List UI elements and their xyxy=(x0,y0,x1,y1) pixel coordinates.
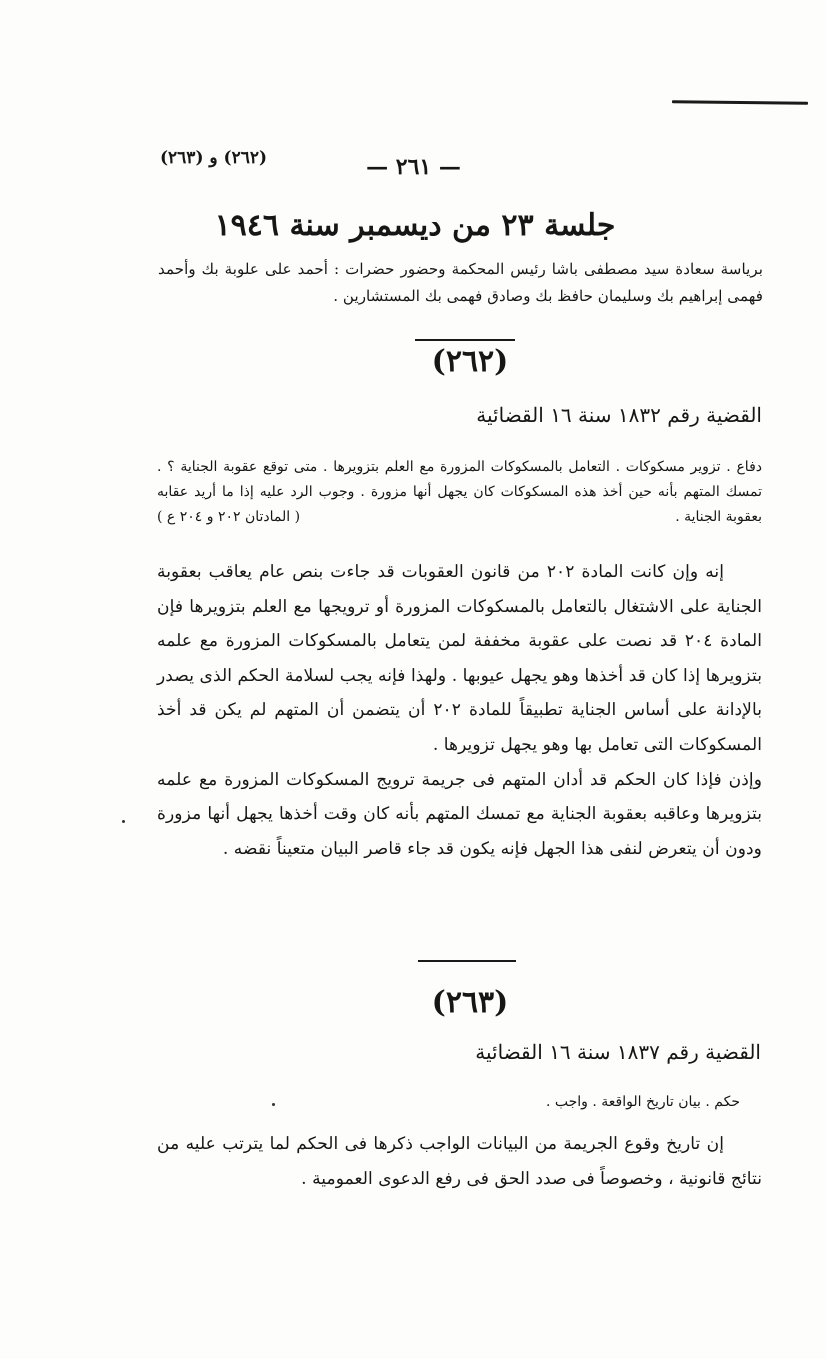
margin-speck xyxy=(272,1103,275,1106)
case-262-number: (٢٦٢) xyxy=(431,344,509,379)
presidency-paragraph: برياسة سعادة سيد مصطفى باشا رئيس المحكمة وحضور حضرات : أحمد على علوبة بك وأحمد فهمى إبراهيم بك وسليمان حافظ بك وصادق فهمى بك المستشارين . xyxy=(158,260,763,305)
page-number: — ٢٦١ — xyxy=(366,154,461,180)
case-262-headnote-text: دفاع . تزوير مسكوكات . التعامل بالمسكوكات المزورة مع العلم بتزويرها . متى توقع عقوبة الجناية ؟ . تمسك المتهم بأنه حين أخذ هذه المسكوكات كان يجهل أنها مزورة . وجوب الرد عليه إذا ما أريد عقابه بعقوبة الجناية . xyxy=(157,459,763,525)
case-263-paragraph-1: إن تاريخ وقوع الجريمة من البيانات الواجب ذكرها فى الحكم لما يترتب عليه من نتائج قانونية ، وخصوصاً فى صدد الحق فى رفع الدعوى العمومية . xyxy=(157,1134,762,1189)
section-divider xyxy=(418,960,516,962)
session-title: جلسة ٢٣ من ديسمبر سنة ١٩٤٦ xyxy=(214,208,616,243)
running-case-reference: (٢٦٢) و (٢٦٣) xyxy=(160,148,268,168)
case-262-paragraph-2: وإذن فإذا كان الحكم قد أدان المتهم فى جريمة ترويج المسكوكات المزورة مع علمه بتزويرها وعاقبه بعقوبة الجناية مع تمسك المتهم بأنه كان وقت أخذها يجهل أنها مزورة ودون أن يتعرض لنفى هذا الجهل فإنه يكون قد جاء قاصر البيان متعيناً نقضه . xyxy=(157,769,762,859)
case-263-headnote: حكم . بيان تاريخ الواقعة . واجب . xyxy=(545,1094,740,1110)
case-263-ruling xyxy=(157,1127,762,1196)
case-263-number: (٢٦٣) xyxy=(431,985,509,1020)
case-262-statute-reference: ( المادتان ٢٠٢ و ٢٠٤ ع ) xyxy=(157,509,301,525)
case-262-headnote xyxy=(157,455,762,530)
case-263-identifier: القضية رقم ١٨٣٧ سنة ١٦ القضائية xyxy=(475,1040,761,1064)
case-262-ruling xyxy=(157,555,762,866)
top-margin-mark xyxy=(672,100,808,104)
case-262-paragraph-1: إنه وإن كانت المادة ٢٠٢ من قانون العقوبات قد جاءت بنص عام يعاقب بعقوبة الجناية على الاشتغال بالتعامل بالمسكوكات المزورة أو ترويجها مع العلم بتزويرها فإن المادة ٢٠٤ قد نصت على عقوبة مخففة لمن يتعامل بالمسكوكات المزورة مع علمه بتزويرها إذا كان قد أخذها وهو يجهل عيوبها . ولهذا فإنه يجب لسلامة الحكم الذى يصدر بالإدانة على أساس الجناية تطبيقاً للمادة ٢٠٢ أن يتضمن أن المتهم لم يكن قد أخذ المسكوكات التى تعامل بها وهو يجهل تزويرها . xyxy=(157,562,763,755)
case-262-identifier: القضية رقم ١٨٣٢ سنة ١٦ القضائية xyxy=(476,403,762,427)
section-divider xyxy=(415,339,515,341)
margin-speck xyxy=(122,820,125,823)
